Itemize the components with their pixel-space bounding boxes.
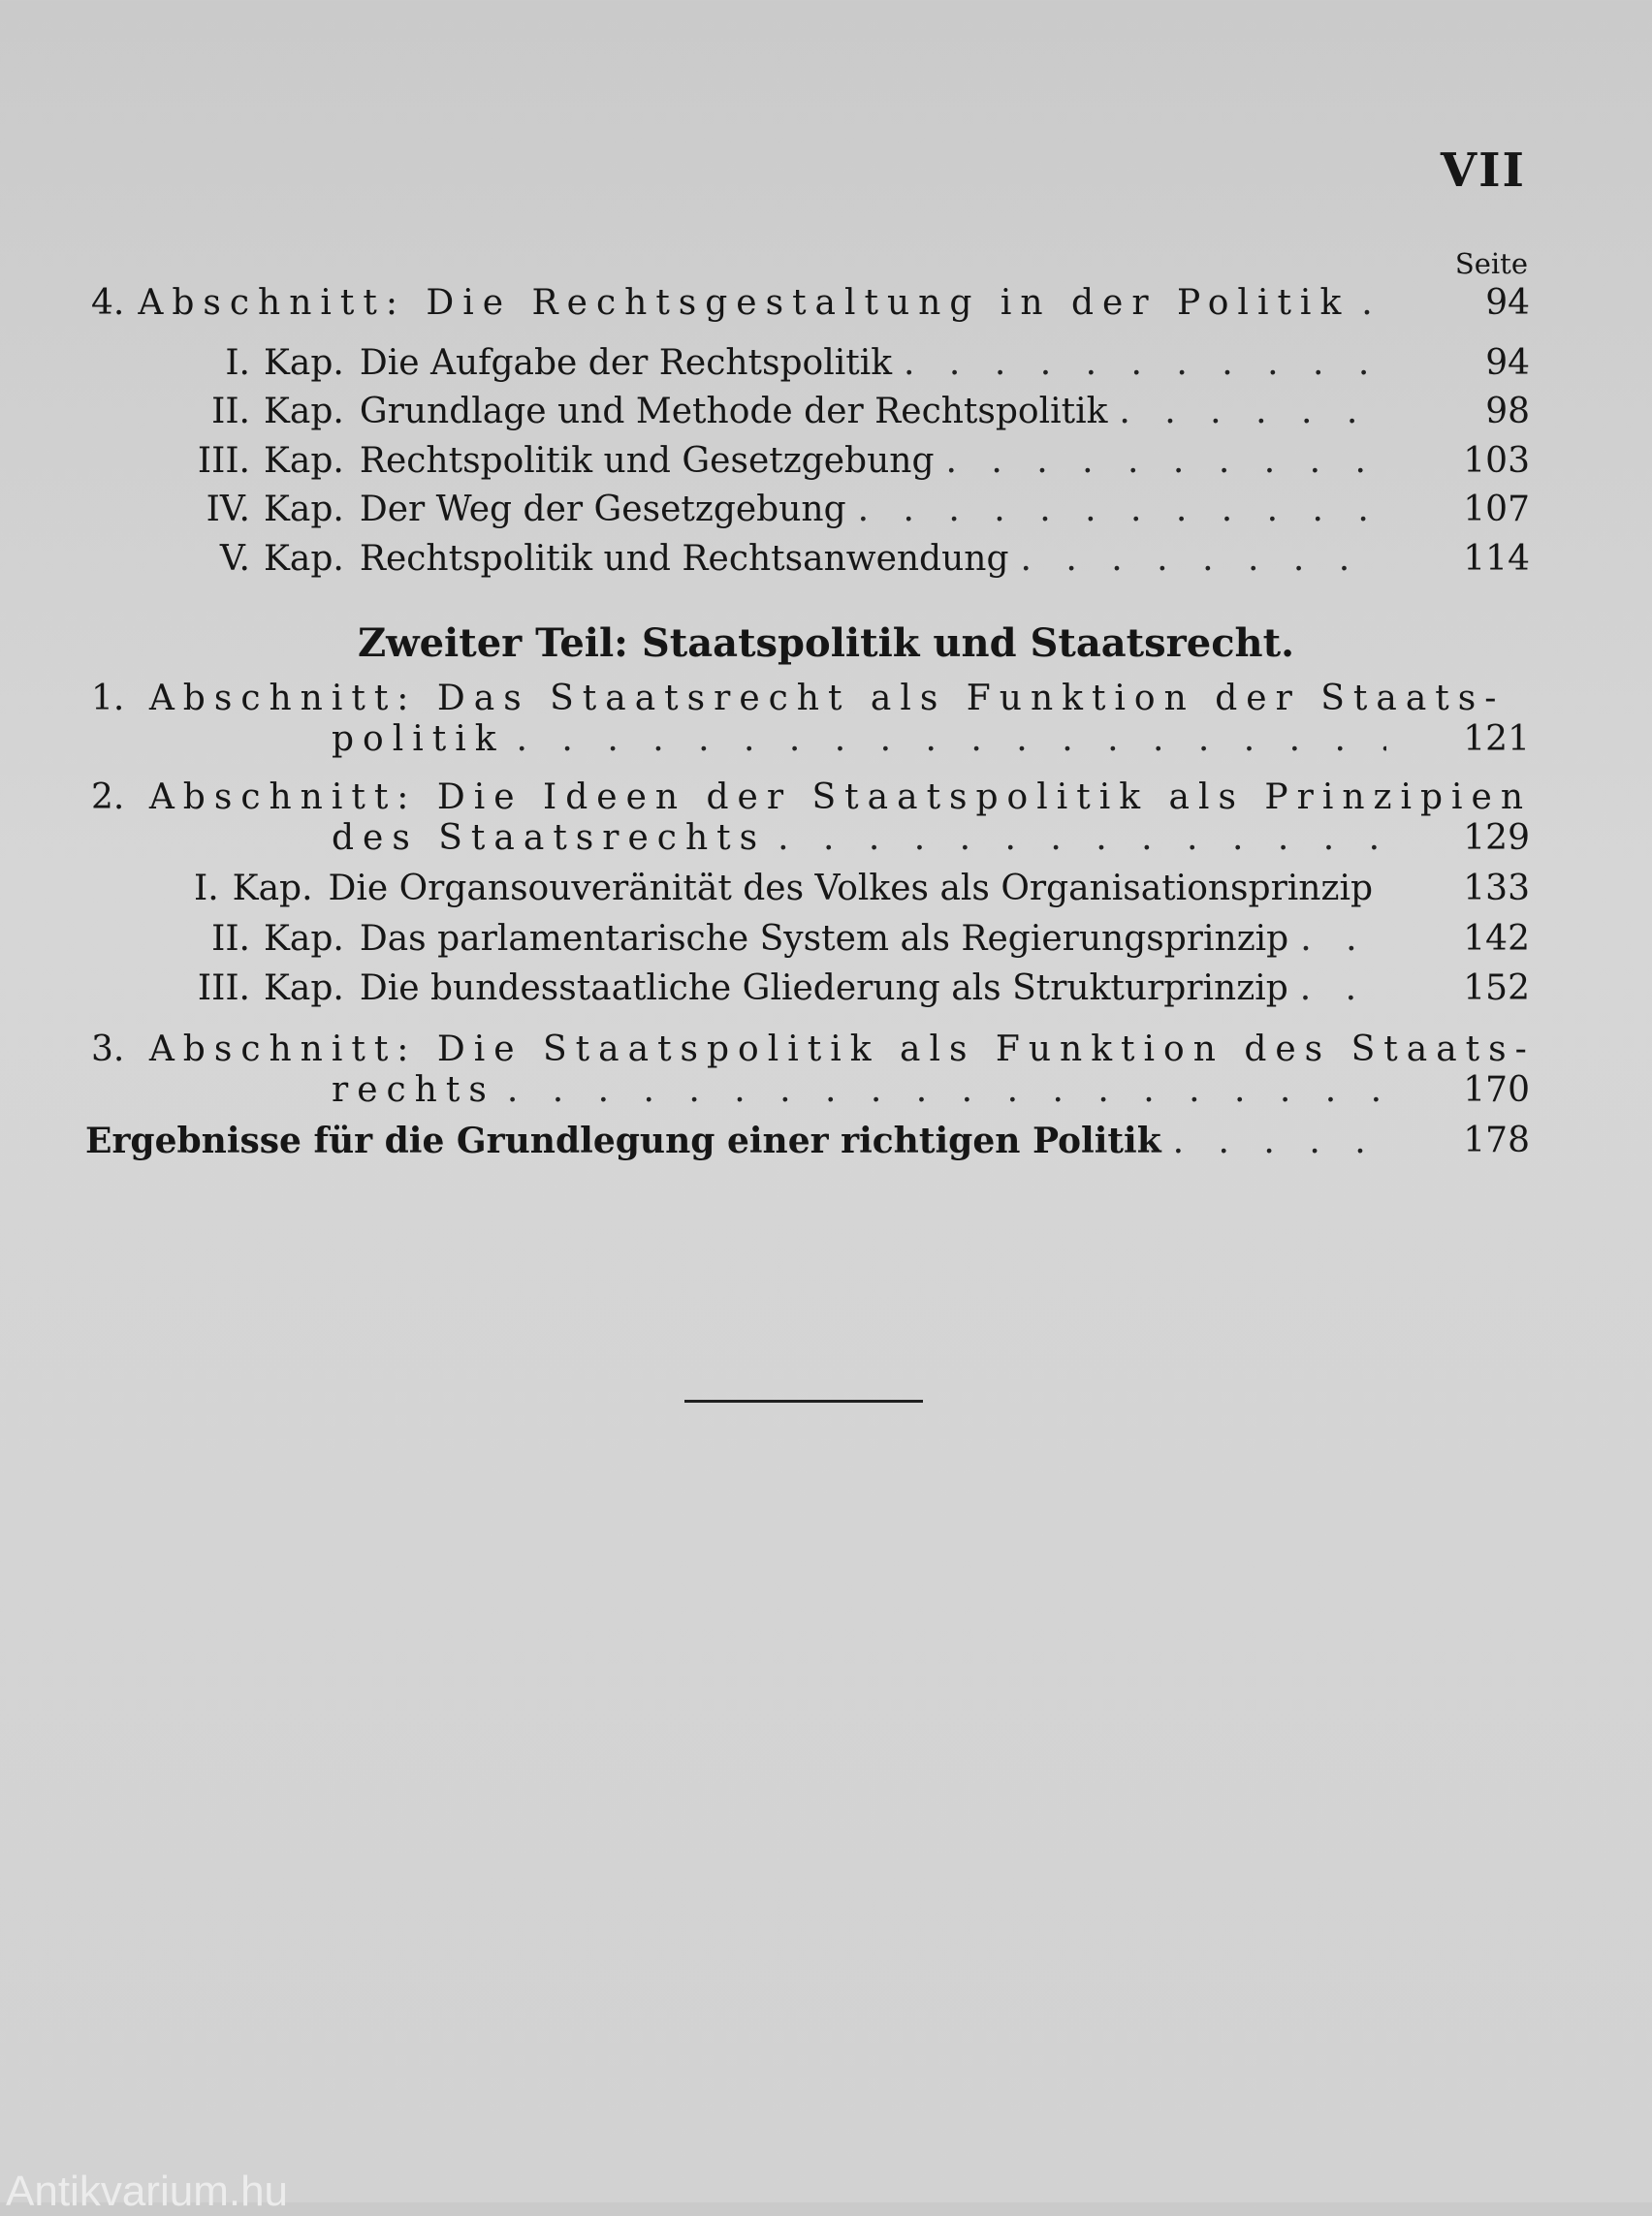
entry-label: Kap. xyxy=(264,392,344,431)
entry-title: Abschnitt: Die Staatspolitik als Funktion des Staats- xyxy=(148,1029,1536,1069)
entry-label: Kap. xyxy=(232,869,313,908)
entry-label: Kap. xyxy=(264,490,344,529)
part-title: Zweiter Teil: Staatspolitik und Staatsrecht. xyxy=(357,620,1295,666)
entry-page: 170 xyxy=(1463,1070,1530,1110)
entry-label: Kap. xyxy=(264,539,344,579)
seite-label: Seite xyxy=(1454,247,1528,280)
toc-entry-kapitel xyxy=(184,490,1396,529)
toc-entry-ergebnisse xyxy=(85,1121,1398,1161)
entry-page: 121 xyxy=(1463,719,1530,759)
entry-number: 4. xyxy=(91,283,125,323)
entry-page: 129 xyxy=(1463,818,1530,858)
entry-title: Grundlage und Methode der Rechtspolitik xyxy=(359,392,1108,431)
leader-dots xyxy=(1119,392,1384,431)
entry-page: 107 xyxy=(1463,490,1530,529)
entry-title: Rechtspolitik und Rechtsanwendung xyxy=(359,539,1009,579)
toc-entry-abschnitt-2 xyxy=(91,777,1532,817)
leader-dots xyxy=(904,343,1384,383)
page-number: VII xyxy=(1440,143,1526,198)
entry-number: 2. xyxy=(91,777,125,817)
leader-dots xyxy=(858,490,1384,529)
toc-entry-continuation xyxy=(332,719,1398,759)
entry-title: Die Aufgabe der Rechtspolitik xyxy=(359,343,893,383)
entry-page: 178 xyxy=(1463,1121,1530,1160)
leader-dots xyxy=(1361,283,1404,323)
entry-page: 142 xyxy=(1463,919,1530,959)
toc-entry-kapitel xyxy=(184,919,1396,959)
entry-title-cont: rechts xyxy=(332,1070,495,1110)
toc-entry-abschnitt-4 xyxy=(91,283,1415,323)
entry-label: Kap. xyxy=(264,968,344,1008)
leader-dots xyxy=(778,818,1386,858)
leader-dots xyxy=(1300,968,1384,1008)
leader-dots xyxy=(1173,1122,1386,1161)
leader-dots xyxy=(517,719,1386,759)
entry-title: Abschnitt: Die Ideen der Staatspolitik als Prinzipien xyxy=(148,777,1533,817)
entry-title: Der Weg der Gesetzgebung xyxy=(359,490,846,529)
entry-page: 98 xyxy=(1485,392,1530,431)
entry-number: II. xyxy=(211,392,250,431)
entry-number: V. xyxy=(219,539,250,579)
entry-number: IV. xyxy=(206,490,250,529)
entry-number: III. xyxy=(197,968,250,1008)
entry-title: Abschnitt: Die Rechtsgestaltung in der Politik xyxy=(138,283,1350,323)
toc-entry-abschnitt-1 xyxy=(91,679,1505,718)
entry-page: 114 xyxy=(1463,539,1530,579)
entry-title-cont: des Staatsrechts xyxy=(332,818,767,858)
leader-dots xyxy=(1300,919,1384,959)
entry-title: Ergebnisse für die Grundlegung einer richtigen Politik xyxy=(85,1121,1161,1161)
entry-title: Das parlamentarische System als Regierungsprinzip xyxy=(359,919,1289,959)
entry-number: 3. xyxy=(91,1029,125,1069)
leader-dots xyxy=(946,441,1385,481)
entry-number: I. xyxy=(225,343,250,383)
leader-dots xyxy=(507,1070,1386,1110)
entry-page: 94 xyxy=(1485,283,1530,323)
entry-title: Abschnitt: Das Staatsrecht als Funktion der Staats- xyxy=(148,679,1506,718)
leader-dots xyxy=(1021,539,1384,579)
entry-page: 103 xyxy=(1463,441,1530,481)
entry-title: Rechtspolitik und Gesetzgebung xyxy=(359,441,935,481)
toc-entry-abschnitt-3 xyxy=(91,1029,1536,1069)
watermark: Antikvarium.hu xyxy=(6,2168,289,2215)
entry-label: Kap. xyxy=(264,919,344,959)
entry-page: 94 xyxy=(1485,343,1530,383)
toc-entry-kapitel xyxy=(184,869,1396,908)
entry-title: Die bundesstaatliche Gliederung als Strukturprinzip xyxy=(359,968,1288,1008)
toc-entry-kapitel xyxy=(184,343,1396,383)
toc-entry-kapitel xyxy=(184,968,1396,1008)
toc-entry-continuation xyxy=(332,818,1398,858)
entry-title-cont: politik xyxy=(332,719,505,759)
toc-entry-kapitel xyxy=(184,539,1396,579)
entry-title: Die Organsouveränität des Volkes als Organisationsprinzip xyxy=(328,869,1373,908)
entry-number: III. xyxy=(197,441,250,481)
entry-number: I. xyxy=(194,869,219,908)
toc-entry-kapitel xyxy=(184,392,1396,431)
entry-label: Kap. xyxy=(264,343,344,383)
entry-page: 152 xyxy=(1463,968,1530,1008)
entry-label: Kap. xyxy=(264,441,344,481)
toc-entry-kapitel xyxy=(184,441,1396,481)
entry-page: 133 xyxy=(1463,869,1530,908)
entry-number: II. xyxy=(211,919,250,959)
closing-rule xyxy=(684,1400,923,1403)
toc-entry-continuation xyxy=(332,1070,1398,1110)
entry-number: 1. xyxy=(91,679,125,718)
